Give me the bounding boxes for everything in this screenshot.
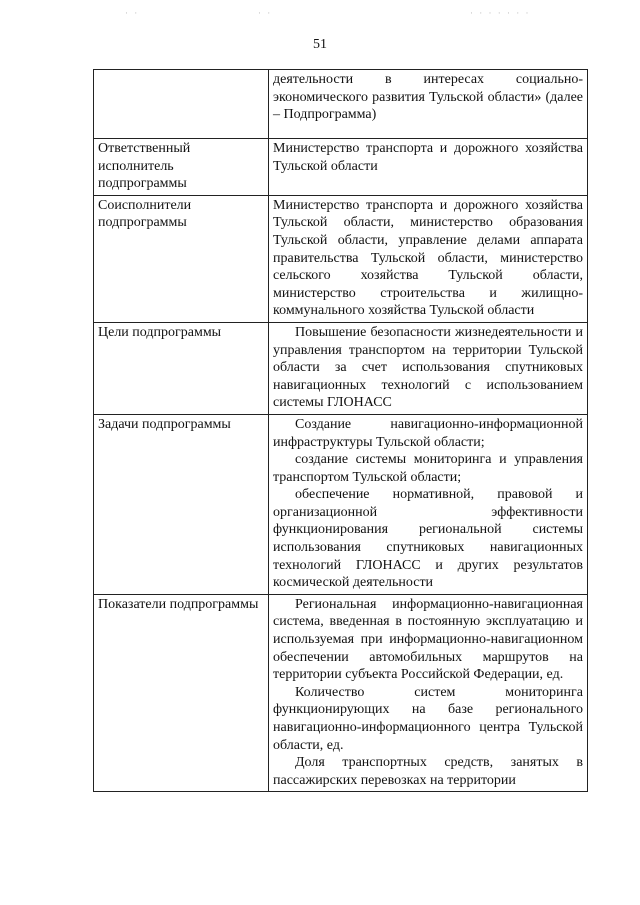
table-row xyxy=(94,195,588,322)
table-row xyxy=(94,70,588,139)
row-label: Ответственный исполнитель подпрограммы xyxy=(94,139,269,196)
paragraph: Количество систем мониторинга функционирующих на базе регионального навигационно-информационного центра Тульской области, ед. xyxy=(273,684,583,753)
paragraph: Министерство транспорта и дорожного хозяйства Тульской области xyxy=(273,141,583,174)
row-value xyxy=(269,322,588,414)
paragraph: обеспечение нормативной, правовой и организационной эффективности функционирования региональной системы использования спутниковых навигационных технологий ГЛОНАСС и других результатов космической деятельности xyxy=(273,487,583,591)
paragraph: Повышение безопасности жизнедеятельности и управления транспортом на территории Тульской области за счет использования спутниковых навигационных технологий с использованием системы ГЛОНАСС xyxy=(273,324,583,411)
row-value xyxy=(269,414,588,594)
paragraph: создание системы мониторинга и управления транспортом Тульской области; xyxy=(273,452,583,485)
row-label xyxy=(94,70,269,139)
table-row xyxy=(94,594,588,792)
paragraph: Доля транспортных средств, занятых в пассажирских перевозках на территории xyxy=(273,755,583,788)
scan-speck-top-mid: · · xyxy=(258,8,273,18)
row-value xyxy=(269,594,588,792)
table-row xyxy=(94,139,588,196)
scan-speck-top-left: · · xyxy=(125,8,140,18)
paragraph: Министерство транспорта и дорожного хозяйства Тульской области, министерство образования Тульской области, управление делами аппарата правительства Тульской области, министерство сельского хозяйства Тульской области, министерство строительства и жилищно-коммунального хозяйства Тульской области xyxy=(273,197,583,319)
row-label: Цели подпрограммы xyxy=(94,322,269,414)
paragraph: Региональная информационно-навигационная система, введенная в постоянную эксплуатацию и используемая при информационно-навигационном обеспечении автомобильных маршрутов на территории субъекта Российской Федерации, ед. xyxy=(273,596,583,683)
page-number: 51 xyxy=(313,37,327,52)
paragraph: деятельности в интересах социально-экономического развития Тульской области» (далее – Подпрограмма) xyxy=(273,72,583,123)
row-value xyxy=(269,139,588,196)
row-label: Показатели подпрограммы xyxy=(94,594,269,792)
paragraph: Создание навигационно-информационной инфраструктуры Тульской области; xyxy=(273,416,583,450)
row-label: Соисполнители подпрограммы xyxy=(94,195,269,322)
subprogram-passport-table xyxy=(93,69,588,792)
row-value xyxy=(269,70,588,139)
row-label: Задачи подпрограммы xyxy=(94,414,269,594)
table-row xyxy=(94,322,588,414)
scan-speck-top-right: · · · · · · · xyxy=(470,8,531,18)
table-row xyxy=(94,414,588,594)
row-value xyxy=(269,195,588,322)
